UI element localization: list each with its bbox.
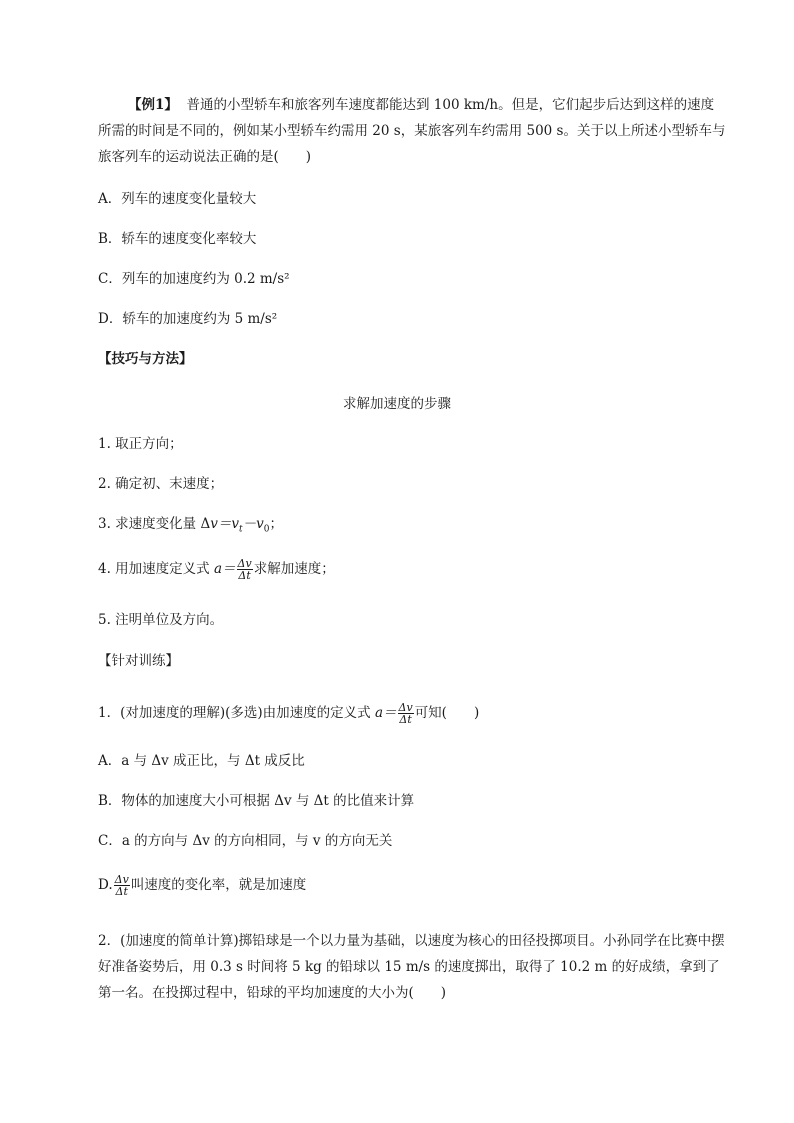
method-step-3: [98, 515, 283, 539]
example-1-paragraph: [98, 92, 726, 170]
example-option-b: B．轿车的速度变化率较大: [98, 231, 257, 247]
q1-d-den: Δt: [115, 885, 128, 898]
step4-var: a＝: [213, 561, 236, 577]
q1-d-fraction: [114, 874, 130, 897]
training-header: 【针对训练】: [98, 653, 179, 669]
methods-header: 【技巧与方法】: [98, 351, 193, 367]
step4-fraction: [237, 558, 253, 581]
step3-sub-t: t: [238, 524, 243, 535]
q1-option-a: A．a 与 Δv 成正比，与 Δt 成反比: [98, 753, 305, 769]
q1-suffix: 可知( ): [414, 705, 480, 721]
q1-option-c: C．a 的方向与 Δv 的方向相同，与 v 的方向无关: [98, 833, 393, 849]
method-step-1: 1. 取正方向；: [98, 436, 183, 452]
q1-d-suffix: 叫速度的变化率，就是加速度: [130, 877, 307, 893]
method-step-2: 2. 确定初、末速度；: [98, 476, 224, 492]
q1-d-prefix: D.: [98, 877, 113, 893]
question-2: 2．(加速度的简单计算)掷铅球是一个以力量为基础，以速度为核心的田径投掷项目。小孙同学在比赛中摆好准备姿势后，用 0.3 s 时间将 5 kg 的铅球以 15 m/s 的速度掷出，取得了 10.2 m 的好成绩，拿到了第一名。在投掷过程中，铅球的平均加速度的大小为( ): [98, 933, 725, 1001]
step3-expr: v＝v: [210, 516, 239, 532]
q1-option-d: [98, 874, 306, 897]
question-1: [98, 702, 479, 725]
q1-num: Δv: [398, 701, 413, 714]
methods-title: 求解加速度的步骤: [343, 396, 451, 412]
step3-sub-0: 0: [263, 524, 270, 535]
q1-prefix: 1．(对加速度的理解)(多选)由加速度的定义式: [98, 705, 375, 721]
q1-option-b: B．物体的加速度大小可根据 Δv 与 Δt 的比值来计算: [98, 793, 415, 809]
example-option-d: D．轿车的加速度约为 5 m/s²: [98, 311, 278, 327]
step3-suffix: ；: [269, 516, 283, 532]
step3-minus: －v: [242, 516, 264, 532]
example-option-c: C．列车的加速度约为 0.2 m/s²: [98, 271, 290, 287]
step4-prefix: 4. 用加速度定义式: [98, 561, 214, 577]
q1-fraction: [398, 702, 414, 725]
example-option-a: A．列车的速度变化量较大: [98, 191, 257, 207]
q1-d-num: Δv: [114, 873, 129, 886]
method-step-5: 5. 注明单位及方向。: [98, 612, 224, 628]
step4-den: Δt: [238, 569, 251, 582]
step4-suffix: 求解加速度；: [253, 561, 335, 577]
q1-var: a＝: [374, 705, 397, 721]
step4-num: Δv: [237, 557, 252, 570]
example-1-text: 普通的小型轿车和旅客列车速度都能达到 100 km/h。但是，它们起步后达到这样的速度所需的时间是不同的，例如某小型轿车约需用 20 s，某旅客列车约需用 500 s。关于以上所述小型轿车与旅客列车的运动说法正确的是( ): [98, 97, 726, 165]
q1-den: Δt: [399, 713, 412, 726]
step3-prefix: 3. 求速度变化量 Δ: [98, 516, 211, 532]
example-1-tag: 【例1】: [128, 97, 178, 113]
method-step-4: [98, 558, 335, 581]
